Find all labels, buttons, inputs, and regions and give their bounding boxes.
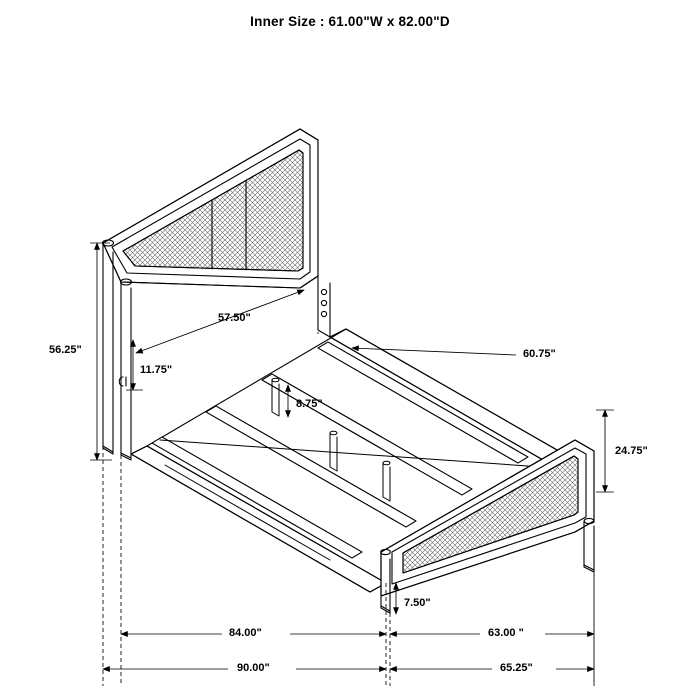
dim-label-footboard-height: 24.75" xyxy=(615,445,648,457)
dim-56-25 xyxy=(90,243,112,460)
dim-label-overall-depth-a: 84.00" xyxy=(229,627,262,639)
dim-label-overall-depth-b: 63.00 " xyxy=(488,627,524,639)
dim-label-overall-width: 65.25" xyxy=(500,662,533,674)
dim-label-headboard-height: 56.25" xyxy=(49,344,82,356)
page-title: Inner Size : 61.00"W x 82.00"D xyxy=(250,14,450,29)
dim-label-headboard-clearance: 11.75" xyxy=(140,364,173,376)
headboard-frame xyxy=(103,129,318,288)
dim-label-headboard-panel-width: 57.50" xyxy=(218,312,251,324)
dim-label-slat-length: 60.75" xyxy=(523,348,556,360)
headboard-bracket xyxy=(318,276,330,337)
dim-24-75 xyxy=(596,410,614,492)
dim-label-footboard-clearance: 7.50" xyxy=(404,597,431,609)
dim-label-overall-depth-c: 90.00" xyxy=(237,662,270,674)
dim-label-slat-leg-height: 8.75" xyxy=(296,398,323,410)
